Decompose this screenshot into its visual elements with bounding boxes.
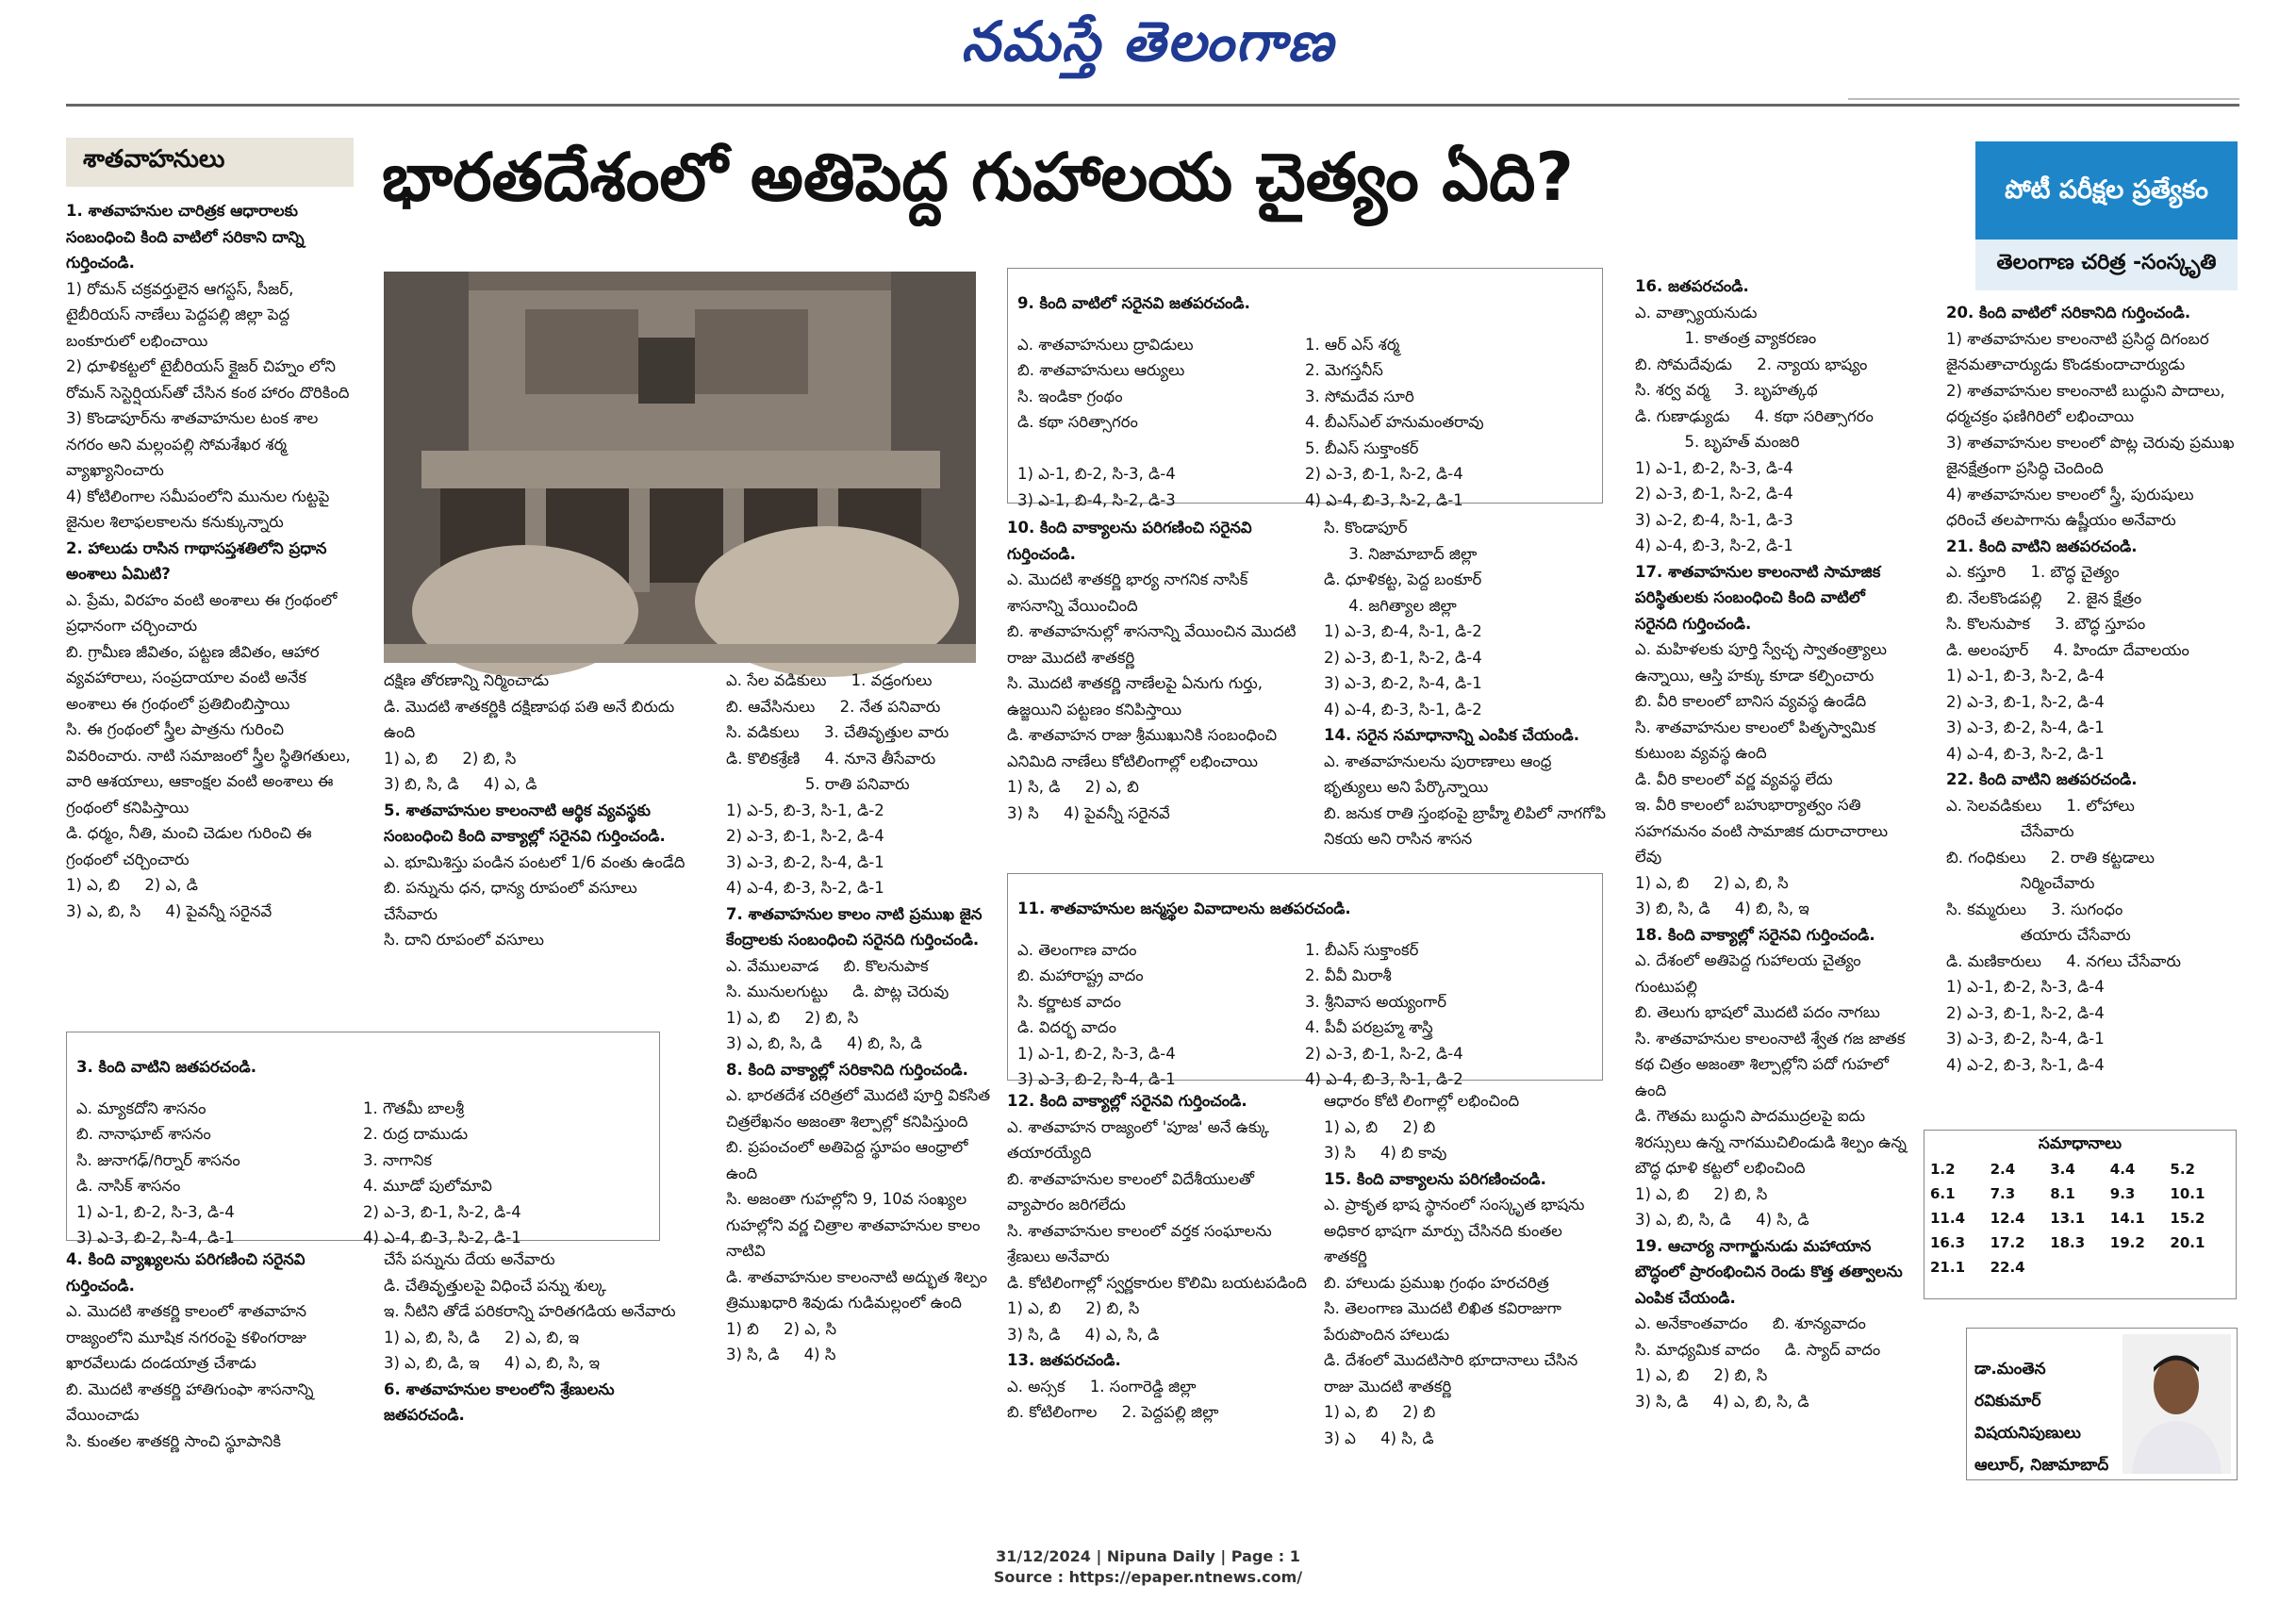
question-line: ఇ. వీరి కాలంలో బహుభార్యాత్వం సతి సహగమనం వంటి సామాజిక దురాచారాలు లేవు xyxy=(1635,796,1893,866)
question-line: 2) ఎ-3, బి-1, సి-2, డి-4 xyxy=(1324,648,1482,667)
answer-item: 20.1 xyxy=(2170,1234,2205,1251)
answer-item: 10.1 xyxy=(2170,1185,2205,1202)
question-text: 13. జతపరచండి. xyxy=(1007,1351,1121,1369)
question-line: 3) బి, సి, డి 4) బి, సి, ఇ xyxy=(1635,900,1809,917)
question-line: ఎ. సెలవడికులు 1. లోహాలు xyxy=(1946,796,2135,815)
column-5 xyxy=(1324,515,1611,866)
question-text: 6. శాతవాహనుల కాలంలోని శ్రేణులను జతపరచండి. xyxy=(384,1379,620,1424)
question-line: సి. అజంతా గుహల్లోని 9, 10వ సంఖ్యల గుహల్లోని వర్ణ చిత్రాల శాతవాహనుల కాలం నాటివి xyxy=(726,1190,985,1260)
question-text: 1. శాతవాహనుల చారిత్రక ఆధారాలకు సంబంధించి కింది వాటిలో సరికాని దాన్ని గుర్తించండి. xyxy=(66,202,310,272)
match-item-right: 2) ఎ-3, బి-1, సి-2, డి-4 xyxy=(1305,1044,1463,1063)
question-line: 1) ఎ-1, బి-3, సి-2, డి-4 xyxy=(1946,667,2105,685)
question-line: 3) ఎ-3, బి-2, సి-4, డి-1 xyxy=(1946,718,2105,736)
question-text: 22. కింది వాటిని జతపరచండి. xyxy=(1946,770,2138,788)
question-line: 1) ఎ, బి 2) బి, సి xyxy=(384,749,517,768)
question-line: 4) ఎ-4, బి-3, సి-1, డి-2 xyxy=(1324,700,1482,718)
match-item-left: సి. జునాగఢ్/గిర్నార్ శాసనం xyxy=(76,1150,240,1169)
footer-date-line: 31/12/2024 | Nipuna Daily | Page : 1 xyxy=(996,1547,1300,1565)
match-item-left: ఎ. తెలంగాణ వాదం xyxy=(1017,940,1137,959)
column-4b xyxy=(1007,1088,1309,1484)
question-text: 17. శాతవాహనుల కాలంనాటి సామాజిక పరిస్థితులకు సంబంధించి కింది వాటిలో సరైనది గుర్తించండి. xyxy=(1635,562,1887,633)
question-line: 1) ఎ, బి, సి, డి 2) ఎ, బి, ఇ xyxy=(384,1328,580,1346)
match-item-right: 4) ఎ-4, బి-3, సి-1, డి-2 xyxy=(1305,1070,1463,1088)
question-11-title: 11. శాతవాహనుల జన్మస్థల వివాదాలను జతపరచండి. xyxy=(1017,899,1351,917)
question-line: బి. గంధికులు 2. రాతి కట్టడాలు xyxy=(1946,848,2155,867)
answer-item: 16.3 xyxy=(1930,1234,1966,1251)
answer-item: 17.2 xyxy=(1990,1234,2025,1251)
question-line: సి. మునులగుట్టు డి. పొట్ల చెరువు xyxy=(726,983,950,1000)
cave-temple-photo xyxy=(384,272,976,663)
column-7 xyxy=(1946,300,2238,1120)
match-item-right: 2. మెగస్తనీస్ xyxy=(1305,361,1383,379)
question-line: 1) ఎ, బి 2) బి, సి xyxy=(1635,1366,1768,1384)
question-line: బి. శాతవాహనుల కాలంలో విదేశీయులతో వ్యాపారం జరిగలేదు xyxy=(1007,1169,1260,1214)
match-item-left: 3) ఎ-1, బి-4, సి-2, డి-3 xyxy=(1017,490,1176,509)
question-text: 10. కింది వాక్యాలను పరిగణించి సరైనవి గుర్తించండి. xyxy=(1007,519,1258,563)
question-text: 16. జతపరచండి. xyxy=(1635,277,1749,295)
answer-item: 13.1 xyxy=(2050,1210,2086,1227)
match-item-left: బి. శాతవాహనులు ఆర్యులు xyxy=(1017,361,1185,379)
question-line: చేసే పన్నును దేయ అనేవారు xyxy=(384,1250,555,1268)
question-line: 3) ఎ 4) సి, డి xyxy=(1324,1429,1434,1447)
question-line: ఎ. శాతవాహన రాజ్యంలో 'పూజ' అనే ఉక్కు తయారయ్యేది xyxy=(1007,1117,1275,1162)
column-2 xyxy=(384,668,695,1026)
question-line: 3) సి, డి 4) ఎ, బి, సి, డి xyxy=(1635,1392,1809,1411)
match-item-right: 2. రుద్ర దాముడు xyxy=(363,1125,469,1143)
question-line: 3) ఎ-3, బి-2, సి-4, డి-1 xyxy=(1324,674,1482,692)
question-line: ఆధారం కోటి లింగాల్లో లభించింది xyxy=(1324,1092,1520,1110)
question-9-title: 9. కింది వాటిలో సరైనవి జతపరచండి. xyxy=(1017,293,1250,312)
answer-item: 8.1 xyxy=(2050,1185,2075,1202)
author-place: ఆలూర్, నిజామాబాద్ xyxy=(1974,1456,2109,1475)
headline: భారతదేశంలో అతిపెద్ద గుహాలయ చైత్యం ఏది? xyxy=(382,139,1574,216)
header-divider-short xyxy=(1848,98,2239,100)
question-line: 3) శాతవాహనుల కాలంలో పొట్ల చెరువు ప్రముఖ జైనక్షేత్రంగా ప్రసిద్ధి చెందింది xyxy=(1946,433,2239,477)
question-line: 1) ఎ-5, బి-3, సి-1, డి-2 xyxy=(726,801,884,819)
question-line: 5. రాతి పనివారు xyxy=(726,775,910,793)
answer-item: 5.2 xyxy=(2170,1161,2195,1178)
question-line: బి. జనుక రాతి స్తంభంపై బ్రాహ్మీ లిపిలో నాగగోపి నికయ అని రాసిన శాసన xyxy=(1324,803,1611,848)
question-line: డి. చేతివృత్తులపై విధించే పన్ను శుల్క xyxy=(384,1276,607,1295)
question-text: 2. హాలుడు రాసిన గాథాసప్తశతిలోని ప్రధాన అంశాలు ఏమిటి? xyxy=(66,538,333,583)
question-line: 1) ఎ, బి 2) ఎ, డి xyxy=(66,876,198,894)
column-1b xyxy=(66,1247,354,1482)
masthead-logo: నమస్తే తెలంగాణ xyxy=(961,9,1335,74)
answer-item: 19.2 xyxy=(2109,1234,2145,1251)
subject-label: తెలంగాణ చరిత్ర -సంస్కృతి xyxy=(1975,239,2238,290)
question-line: బి. పన్నును ధన, ధాన్య రూపంలో వసూలు చేసేవారు xyxy=(384,879,642,923)
question-line: బి. కోటిలింగాల 2. పెద్దపల్లి జిల్లా xyxy=(1007,1403,1219,1421)
footer-source-line: Source : https://epaper.ntnews.com/ xyxy=(993,1568,1303,1586)
question-line: చేసేవారు xyxy=(1946,822,2074,840)
question-line: సి. దాని రూపంలో వసూలు xyxy=(384,931,544,949)
question-line: సి. వడికులు 3. చేతివృత్తుల వారు xyxy=(726,723,950,741)
question-line: 3) సి, డి 4) సి xyxy=(726,1346,836,1363)
match-item-right: 1. బీఎస్ సుక్తాంకర్ xyxy=(1305,940,1419,959)
question-text: 15. కింది వాక్యాలను పరిగణించండి. xyxy=(1324,1169,1546,1188)
question-line: డి. గౌతమ బుద్ధుని పాదముద్రలపై ఐదు శిరస్సులు ఉన్న నాగముచిలిండుడి శిల్పం ఉన్న బౌద్ధ ధూళి కట్టలో లభించింది xyxy=(1635,1107,1912,1177)
answer-item: 21.1 xyxy=(1930,1259,1966,1276)
question-line: 2) ఎ-3, బి-1, సి-2, డి-4 xyxy=(1946,1003,2105,1022)
question-line: 4) కోటిలింగాల సమీపంలోని మునుల గుట్టపై జైనుల శిలాఫలకాలను కనుక్కున్నారు xyxy=(66,487,335,531)
question-line: డి. శాతవాహనుల కాలంనాటి అద్భుత శిల్పం త్రిముఖధారి శివుడు గుడిమల్లంలో ఉంది xyxy=(726,1267,993,1312)
question-line: 1) ఎ, బి 2) బి xyxy=(1324,1117,1436,1136)
question-text: 18. కింది వాక్యాల్లో సరైనవి గుర్తించండి. xyxy=(1635,925,1875,944)
question-line: సి. శాతవాహనుల కాలంనాటి శ్వేత గజ జాతక కథ చిత్రం అజంతా శిల్పాల్లోని పదో గుహలో ఉంది xyxy=(1635,1029,1910,1099)
question-line: 2) ఎ-3, బి-1, సి-2, డి-4 xyxy=(726,827,884,845)
match-item-right: 3. సోమదేవ సూరి xyxy=(1305,387,1414,405)
question-line: బి. మొదటి శాతకర్ణి హాతిగుంఫా శాసనాన్ని వేయించాడు xyxy=(66,1379,319,1424)
column-1 xyxy=(66,198,354,1028)
match-item-right: 1. గౌతమీ బాలశ్రీ xyxy=(363,1098,465,1117)
question-line: డి. మణికారులు 4. నగలు చేసేవారు xyxy=(1946,951,2181,970)
match-item-right: 2) ఎ-3, బి-1, సి-2, డి-4 xyxy=(363,1202,521,1221)
question-line: 1) బి 2) ఎ, సి xyxy=(726,1319,837,1338)
question-3-title: 3. కింది వాటిని జతపరచండి. xyxy=(76,1057,257,1076)
question-text: 14. సరైన సమాధానాన్ని ఎంపిక చేయండి. xyxy=(1324,726,1580,744)
question-line: 1) ఎ-1, బి-2, సి-3, డి-4 xyxy=(1946,978,2105,996)
question-line: ఎ. ప్రాకృత భాష స్థానంలో సంస్కృత భాషను అధికార భాషగా మార్పు చేసినది కుంతల శాతకర్ణి xyxy=(1324,1196,1590,1265)
answer-item: 6.1 xyxy=(1930,1185,1956,1202)
answer-item: 1.2 xyxy=(1930,1161,1956,1178)
question-line: సి. కుంతల శాతకర్ణి సాంచి స్థూపానికి xyxy=(66,1431,281,1450)
question-line: సి. తెలంగాణ మొదటి లిఖిత కవిరాజుగా పేరుపొందిన హాలుడు xyxy=(1324,1299,1567,1344)
question-line: 3) బి, సి, డి 4) ఎ, డి xyxy=(384,775,537,793)
question-line: నిర్మించేవారు xyxy=(1946,874,2095,892)
question-line: 3) ఎ-2, బి-4, సి-1, డి-3 xyxy=(1635,510,1793,529)
match-item-left: ఎ. శాతవాహనులు ద్రావిడులు xyxy=(1017,335,1194,354)
question-line: సి. కమ్మరులు 3. సుగంధం xyxy=(1946,900,2123,918)
match-item-left: సి. ఇండికా గ్రంథం xyxy=(1017,387,1123,405)
column-2b xyxy=(384,1247,695,1482)
question-line: ఎ. ప్రేమ, విరహం వంటి అంశాలు ఈ గ్రంథంలో ప్రధానంగా చర్చించారు xyxy=(66,590,342,635)
question-line: 4) శాతవాహనుల కాలంలో స్త్రీ, పురుషులు ధరించే తలపాగాను ఉష్ణీయం అనేవారు xyxy=(1946,485,2199,529)
question-line: 1) ఎ-3, బి-4, సి-1, డి-2 xyxy=(1324,622,1482,640)
column-5b xyxy=(1324,1088,1607,1484)
question-line: సి. శాతవాహనుల కాలంలో వర్తక సంఘాలను శ్రేణులు అనేవారు xyxy=(1007,1221,1277,1265)
question-line: బి. హాలుడు ప్రముఖ గ్రంథం హరచరిత్ర xyxy=(1324,1273,1549,1292)
question-line: సి. కొలనుపాక 3. బౌద్ధ స్తూపం xyxy=(1946,615,2146,633)
question-line: బి. సోమదేవుడు 2. న్యాయ భాష్యం xyxy=(1635,355,1868,373)
header-divider xyxy=(66,104,2239,107)
match-item-right: 5. బీఎస్ సుక్తాంకర్ xyxy=(1305,438,1419,457)
question-line: బి. వీరి కాలంలో బానిస వ్యవస్థ ఉండేది xyxy=(1635,692,1867,710)
match-item-left: డి. విదర్భ వాదం xyxy=(1017,1018,1116,1036)
match-item-left xyxy=(1017,436,1305,462)
answer-item: 2.4 xyxy=(1990,1161,2016,1178)
question-line: 1) ఎ, బి 2) బి, సి xyxy=(1007,1299,1140,1317)
question-line: 2) ఎ-3, బి-1, సి-2, డి-4 xyxy=(1946,692,2105,711)
question-line: 1) శాతవాహనుల కాలంనాటి ప్రసిద్ధ దిగంబర జైనమతాచార్యుడు కొండకుందాచార్యుడు xyxy=(1946,329,2214,373)
question-line: 4) ఎ-2, బి-3, సి-1, డి-4 xyxy=(1946,1055,2105,1074)
match-item-left: ఎ. మ్యాకదోని శాసనం xyxy=(76,1098,206,1117)
question-line: ఎ. దేశంలో అతిపెద్ద గుహాలయ చైత్యం గుంటుపల్లి xyxy=(1635,951,1866,996)
question-text: 21. కింది వాటిని జతపరచండి. xyxy=(1946,537,2138,555)
match-item-left: 1) ఎ-1, బి-2, సి-3, డి-4 xyxy=(1017,465,1176,483)
match-item-left: డి. కథా సరిత్సాగరం xyxy=(1017,413,1138,431)
footer xyxy=(0,1546,2296,1588)
question-line: ఎ. వేములవాడ బి. కొలనుపాక xyxy=(726,956,929,975)
question-line: 1) ఎ-1, బి-2, సి-3, డి-4 xyxy=(1635,458,1793,477)
answer-item: 4.4 xyxy=(2109,1161,2136,1178)
match-item-right: 4. బీఎస్‌ఎల్ హనుమంతరావు xyxy=(1305,413,1484,431)
question-3-box xyxy=(66,1032,660,1247)
question-line: ఎ. సేల వడికులు 1. వడ్రంగులు xyxy=(726,671,933,689)
question-line: డి. వీరి కాలంలో వర్ణ వ్యవస్థ లేదు xyxy=(1635,769,1833,788)
question-line: తయారు చేసేవారు xyxy=(1946,926,2131,944)
question-line: ఇ. నీటిని తోడే పరికరాన్ని హరితగడియ అనేవారు xyxy=(384,1302,676,1320)
question-line: సి. మొదటి శాతకర్ణి నాణేలపై ఏనుగు గుర్తు, ఉజ్జయిని పట్టణం కనిపిస్తాయి xyxy=(1007,674,1268,718)
answer-item: 12.4 xyxy=(1990,1210,2025,1227)
author-role: విషయనిపుణులు xyxy=(1974,1424,2081,1443)
column-3 xyxy=(726,668,999,1478)
answer-item: 15.2 xyxy=(2170,1210,2205,1227)
match-item-right: 3. నాగానిక xyxy=(363,1150,433,1169)
question-line: ఎ. మహిళలకు పూర్తి స్వేచ్ఛ స్వాతంత్ర్యాలు ఉన్నాయి, ఆస్తి హక్కు కూడా కల్పించారు xyxy=(1635,640,1892,685)
answers-title: సమాధానాలు xyxy=(2038,1134,2123,1153)
question-line: డి. శాతవాహన రాజు శ్రీముఖునికి సంబంధించి ఎనిమిది నాణేలు కోటిలింగాల్లో లభించాయి xyxy=(1007,726,1282,770)
section-tag: శాతవాహనులు xyxy=(66,138,354,187)
question-text: 7. శాతవాహనుల కాలం నాటి ప్రముఖ జైన కేంద్రాలకు సంబంధించి సరైనది గుర్తించండి. xyxy=(726,904,988,949)
question-line: ఎ. భారతదేశ చరిత్రలో మొదటి పూర్తి వికసిత చిత్రలేఖనం అజంతా శిల్పాల్లో కనిపిస్తుంది xyxy=(726,1086,996,1131)
question-line: 3) ఎ, బి, సి, డి 4) బి, సి, డి xyxy=(726,1034,922,1052)
match-item-left: 3) ఎ-3, బి-2, సి-4, డి-1 xyxy=(1017,1070,1176,1088)
match-item-left: బి. మహారాష్ట్ర వాదం xyxy=(1017,966,1144,984)
question-text: 5. శాతవాహనుల కాలంనాటి ఆర్థిక వ్యవస్థకు సంబంధించి కింది వాక్యాల్లో సరైనవి గుర్తించండి. xyxy=(384,801,666,845)
answer-item: 14.1 xyxy=(2109,1210,2145,1227)
question-line: 1) ఎ, బి 2) బి, సి xyxy=(1635,1184,1768,1203)
author-photo xyxy=(2123,1334,2231,1474)
match-item-left: 1) ఎ-1, బి-2, సి-3, డి-4 xyxy=(1017,1044,1176,1063)
question-line: 1) సి, డి 2) ఎ, బి xyxy=(1007,778,1139,796)
question-line: సి. శర్వ వర్మ 3. బృహత్కథ xyxy=(1635,381,1818,399)
question-line: 3) సి, డి 4) ఎ, సి, డి xyxy=(1007,1325,1160,1344)
competitive-exam-badge: పోటీ పరీక్షల ప్రత్యేకం xyxy=(1975,141,2238,239)
match-item-left: 3) ఎ-3, బి-2, సి-4, డి-1 xyxy=(76,1229,235,1247)
question-line: 3. నిజామాబాద్ జిల్లా xyxy=(1324,544,1478,563)
match-item-right: 3. శ్రీనివాస అయ్యంగార్ xyxy=(1305,992,1447,1011)
question-text: 20. కింది వాటిలో సరికానిది గుర్తించండి. xyxy=(1946,304,2191,322)
question-line: బి. తెలుగు భాషలో మొదటి పదం నాగబు xyxy=(1635,1003,1880,1021)
question-line: ఎ. మొదటి శాతకర్ణి కాలంలో శాతవాహన రాజ్యంలోని మూషిక నగరంపై కళింగరాజు ఖారవేలుడు దండయాత్ర చేశాడు xyxy=(66,1302,312,1372)
column-4 xyxy=(1007,515,1309,866)
question-line: 4) ఎ-4, బి-3, సి-2, డి-1 xyxy=(1946,744,2105,763)
question-line: 1) ఎ, బి 2) ఎ, బి, సి xyxy=(1635,873,1789,892)
question-line: 4. జగిత్యాల జిల్లా xyxy=(1324,596,1457,615)
question-line: 1) ఎ, బి 2) బి, సి xyxy=(726,1008,859,1027)
cave-temple-illustration xyxy=(384,272,976,663)
answers-box xyxy=(1924,1130,2237,1299)
question-line: ఎ. వాత్స్యాయనుడు xyxy=(1635,303,1758,322)
question-line: సి. శాతవాహనుల కాలంలో పితృస్వామిక కుటుంబ వ్యవస్థ ఉంది xyxy=(1635,718,1881,762)
match-item-left: డి. నాసిక్ శాసనం xyxy=(76,1177,181,1195)
question-line: డి. మొదటి శాతకర్ణికి దక్షిణాపథ పతి అనే బిరుదు ఉంది xyxy=(384,697,680,741)
match-item-right: 1. ఆర్ ఎస్ శర్మ xyxy=(1305,335,1400,354)
question-text: 8. కింది వాక్యాల్లో సరికానిది గుర్తించండి. xyxy=(726,1060,968,1079)
answer-item: 22.4 xyxy=(1990,1259,2025,1276)
question-text: 19. ఆచార్య నాగార్జునుడు మహాయాన బౌద్ధంలో ప్రారంభించిన రెండు కొత్త తత్వాలను ఎంపిక చేయండి. xyxy=(1635,1236,1908,1307)
match-item-right: 2. వీవీ మిరాశీ xyxy=(1305,966,1392,984)
match-item-right: 4) ఎ-4, బి-3, సి-2, డి-1 xyxy=(1305,490,1463,509)
question-line: 2) శాతవాహనుల కాలంనాటి బుద్ధుని పాదాలు, ధర్మచక్రం ఫణిగిరిలో లభించాయి xyxy=(1946,381,2230,425)
match-item-left: సి. కర్ణాటక వాదం xyxy=(1017,992,1122,1011)
question-line: ఎ. భూమిశిస్తు పండిన పంటలో 1/6 వంతు ఉండేది xyxy=(384,852,685,871)
question-line: 3) సి 4) పైవన్నీ సరైనవే xyxy=(1007,803,1170,822)
question-line: బి. ప్రపంచంలో అతిపెద్ద స్థూపం ఆంధ్రాలో ఉంది xyxy=(726,1138,973,1182)
question-line: సి. ఈ గ్రంథంలో స్త్రీల పాత్రను గురించి వివరించారు. నాటి సమాజంలో స్త్రీల స్థితిగతులు, వారి ఆశయాలు, ఆకాంక్షల వంటి అంశాలు ఈ గ్రంథంలో కనిపిస్తాయి xyxy=(66,720,355,817)
match-item-right: 4. మూడో పులోమావి xyxy=(363,1177,492,1195)
answer-item: 11.4 xyxy=(1930,1210,1966,1227)
question-line: 3) ఎ-3, బి-2, సి-4, డి-1 xyxy=(1946,1030,2105,1048)
question-line: ఎ. అస్సక 1. సంగారెడ్డి జిల్లా xyxy=(1007,1377,1197,1396)
question-line: 4) ఎ-4, బి-3, సి-2, డి-1 xyxy=(726,879,884,897)
question-line: ఎ. మొదటి శాతకర్ణి భార్య నాగనిక నాసిక్ శాసనాన్ని వేయించింది xyxy=(1007,570,1253,615)
question-line: డి. గుణాఢ్యుడు 4. కథా సరిత్సాగరం xyxy=(1635,406,1874,425)
author-box xyxy=(1966,1328,2238,1480)
question-line: ఎ. కస్తూరి 1. బౌద్ధ చైత్యం xyxy=(1946,563,2120,581)
column-6 xyxy=(1635,273,1912,1490)
question-line: 3) ఎ-3, బి-2, సి-4, డి-1 xyxy=(726,852,884,871)
question-line: 5. బృహత్ మంజరి xyxy=(1635,433,1800,451)
question-11-box xyxy=(1007,873,1603,1088)
question-line: 2) ధూళికట్టలో టైబీరియస్ క్లైజర్ చిహ్నం లోని రోమన్ సెస్టెర్షియస్‌తో చేసిన కంఠ హారం దొరికింది xyxy=(66,357,350,402)
author-name: డా.మంతెన రవికుమార్ xyxy=(1974,1360,2046,1411)
answer-item: 7.3 xyxy=(1990,1185,2016,1202)
question-line: 3) సి 4) బి కావు xyxy=(1324,1144,1447,1162)
answer-item: 9.3 xyxy=(2109,1185,2136,1202)
match-item-left: 1) ఎ-1, బి-2, సి-3, డి-4 xyxy=(76,1202,235,1221)
question-line: బి. నేలకొండపల్లి 2. జైన క్షేత్రం xyxy=(1946,588,2142,607)
question-line: సి. మాధ్యమిక వాదం డి. స్యాద్ వాదం xyxy=(1635,1340,1881,1359)
question-line: డి. ధర్మం, నీతి, మంచి చెడుల గురించి ఈ గ్రంథంలో చర్చించారు xyxy=(66,824,317,868)
answer-item: 3.4 xyxy=(2050,1161,2075,1178)
question-line: 3) ఎ, బి, సి 4) పైవన్నీ సరైనవే xyxy=(66,901,273,920)
question-line: డి. కొలికశ్రేణి 4. నూనె తీసేవారు xyxy=(726,749,936,768)
question-line: 3) కొండాపూర్‌ను శాతవాహనుల టంక శాల నగరం అని మల్లంపల్లి సోమశేఖర శర్మ వ్యాఖ్యానించారు xyxy=(66,409,323,479)
question-text: 12. కింది వాక్యాల్లో సరైనవి గుర్తించండి. xyxy=(1007,1092,1247,1110)
question-line: డి. కోటిలింగాల్లో స్వర్ణకారుల కొలిమి బయటపడింది xyxy=(1007,1273,1307,1292)
question-line: 1. కాతంత్ర వ్యాకరణం xyxy=(1635,329,1817,347)
match-item-right: 4. పీవీ పరబ్రహ్మ శాస్త్రి xyxy=(1305,1018,1433,1036)
question-line: ఎ. శాతవాహనులను పురాణాలు ఆంధ్ర భృత్యులు అని పేర్కొన్నాయి xyxy=(1324,751,1557,796)
question-line: దక్షిణ తోరణాన్ని నిర్మించాడు xyxy=(384,671,550,689)
answer-item: 18.3 xyxy=(2050,1234,2086,1251)
question-line: సి. కొండాపూర్ xyxy=(1324,519,1408,537)
question-9-box xyxy=(1007,268,1603,509)
question-line: 3) ఎ, బి, సి, డి 4) సి, డి xyxy=(1635,1211,1809,1229)
question-line: 2) ఎ-3, బి-1, సి-2, డి-4 xyxy=(1635,485,1793,503)
question-line: 3) ఎ, బి, డి, ఇ 4) ఎ, బి, సి, ఇ xyxy=(384,1354,600,1372)
question-line: బి. ఆవేసినులు 2. నేత పనివారు xyxy=(726,697,941,716)
question-text: 4. కింది వ్యాఖ్యలను పరిగణించి సరైనవి గుర్తించండి. xyxy=(66,1250,311,1295)
question-line: డి. దేశంలో మొదటిసారి భూదానాలు చేసిన రాజు మొదటి శాతకర్ణి xyxy=(1324,1351,1583,1396)
question-line: 4) ఎ-4, బి-3, సి-2, డి-1 xyxy=(1635,537,1793,554)
match-item-right: 2) ఎ-3, బి-1, సి-2, డి-4 xyxy=(1305,465,1463,483)
question-line: బి. గ్రామీణ జీవితం, పట్టణ జీవితం, ఆహార వ్యవహారాలు, సంప్రదాయాల వంటి అనేక అంశాలు ఈ గ్రంథంలో ప్రతిబింబిస్తాయి xyxy=(66,642,324,713)
question-line: డి. ధూళికట్ట, పెద్ద బంకూర్ xyxy=(1324,570,1482,588)
question-line: 1) రోమన్ చక్రవర్తులైన ఆగస్టస్, సీజర్, టైబీరియస్ నాణేలు పెద్దపల్లి జిల్లా పెద్ద బంకూరులో లభించాయి xyxy=(66,279,299,350)
question-line: 1) ఎ, బి 2) బి xyxy=(1324,1403,1436,1421)
match-item-left: బి. నానాఘాట్ శాసనం xyxy=(76,1125,211,1143)
question-line: ఎ. అనేకాంతవాదం బి. శూన్యవాదం xyxy=(1635,1314,1866,1332)
question-line: డి. అలంపూర్ 4. హిందూ దేవాలయం xyxy=(1946,640,2189,659)
match-item-right: 4) ఎ-4, బి-3, సి-2, డి-1 xyxy=(363,1229,521,1247)
question-line: బి. శాతవాహనుల్లో శాసనాన్ని వేయించిన మొదటి రాజు మొదటి శాతకర్ణి xyxy=(1007,622,1301,667)
